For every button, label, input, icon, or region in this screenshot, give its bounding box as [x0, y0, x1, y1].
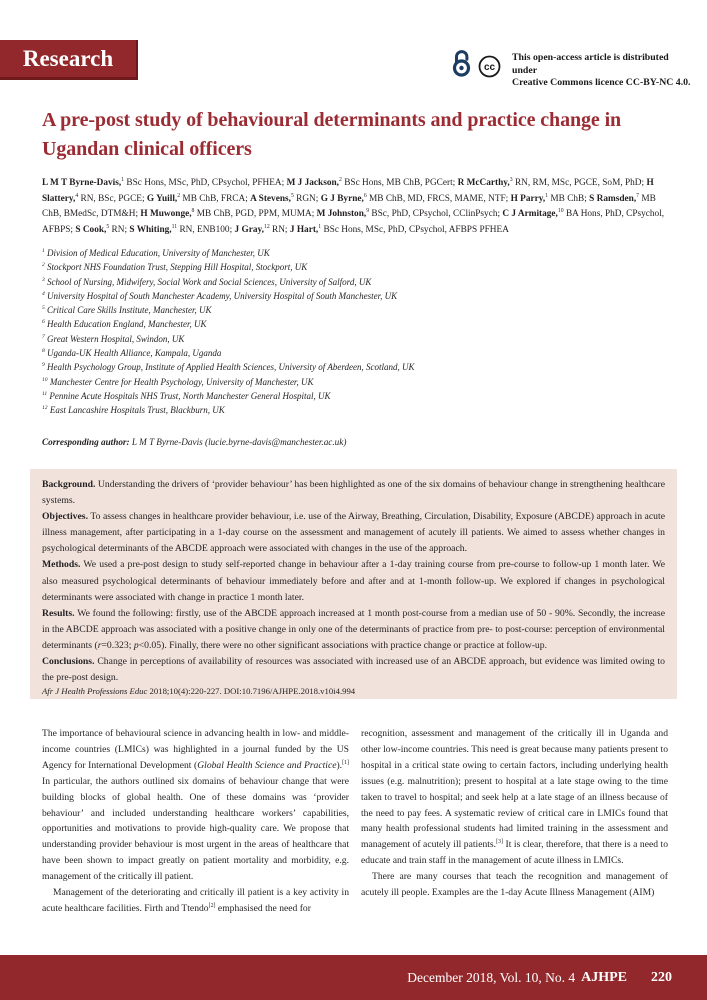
- affiliation-line: $^{12}$ East Lancashire Hospitals Trust, Blackburn, UK: [42, 405, 225, 416]
- abstract-section: Methods. We used a pre-post design to study self-reported change in behaviour after a 1-day training course from pre-course to follow-up 1 month later. We also measured psychological determinants of behaviour immediately before and after and at 1-month follow-up. We explored if changes in psychological determinants were associated with change in practice 1 month later.: [42, 559, 665, 603]
- body-column-right: [361, 726, 668, 917]
- corresponding-author: [42, 437, 672, 447]
- abstract-section: Conclusions. Change in perceptions of availability of resources was associated with increased use of an ABCDE approach, but evidence was limited owing to the pre-post design.: [42, 656, 665, 684]
- abstract-section: Objectives. To assess changes in healthcare provider behaviour, i.e. use of the Airway, Breathing, Circulation, Disability, Exposure (ABCDE) approach in acute illness management, after participating in a 1-day course on the assessment and management of acutely ill patients. We aimed to assess whether changes in psychological determinants of the ABCDE approach were associated with changes in the use of the approach.: [42, 511, 665, 555]
- author-list: L M T Byrne-Davis,$^1$ BSc Hons, MSc, PhD, CPsychol, PFHEA; M J Jackson,$^2$ BSc Hons, MB ChB, PGCert; R McCarthy,$^3$ RN, RM, MSc, PGCE, SoM, PhD; H Slattery,$^4$ RN, BSc, PGCE; G Yuill,$^2$ MB ChB, FRCA; A Stevens,$^5$ RGN; G J Byrne,$^6$ MB ChB, MD, FRCS, MAME, NTF; H Parry,$^1$ MB ChB; S Ramsden,$^7$ MB ChB, BMedSc, DTM&H; H Muwonge,$^8$ MB ChB, PGD, PPM, MUMA; M Johnston,$^9$ BSc, PhD, CPsychol, CClinPsych; C J Armitage,$^{10}$ BA Hons, PhD, CPsychol, AFBPS; S Cook,$^5$ RN; S Whiting,$^{11}$ RN, ENB100; J Gray,$^{12}$ RN; J Hart,$^1$ BSc Hons, MSc, PhD, CPsychol, AFBPS PFHEA: [42, 176, 665, 235]
- affiliation-list: [42, 246, 672, 418]
- article-title-line1: A pre-post study of behavioural determinants and practice change in: [42, 109, 622, 131]
- open-access-note-line1: This open-access article is distributed under: [512, 52, 669, 76]
- affiliation-line: $^2$ Stockport NHS Foundation Trust, Stepping Hill Hospital, Stockport, UK: [42, 262, 308, 273]
- svg-text:cc: cc: [483, 62, 496, 73]
- cc-circle-icon: [478, 55, 501, 83]
- affiliation-line: $^9$ Health Psychology Group, Institute of Applied Health Sciences, University of Aberdeen, Scotland, UK: [42, 362, 415, 373]
- affiliation-line: $^4$ University Hospital of South Manchester Academy, University Hospital of South Manchester, UK: [42, 290, 398, 301]
- affiliation-line: $^6$ Health Education England, Manchester, UK: [42, 319, 207, 330]
- body-paragraph: recognition, assessment and management of the critically ill in Uganda and other low-income countries. This need is great because many patients present to hospital in a critical state owing to certain factors, including underlying health issues (e.g. malnutrition); present to hospital at a late stage owing to the time taken to travel to hospital; and seek help at a late stage of an illness because of the need to pay fees. A systematic review of critical care in LMICs found that many health professional students had limited training in the assessment and management of acutely ill patients.[3] It is clear, therefore, that there is a need to educate and train staff in the management of acute illness in LMICs.: [361, 728, 668, 867]
- abstract-box: [30, 469, 677, 699]
- article-citation: Afr J Health Professions Educ 2018;10(4):220-227. DOI:10.7196/AJHPE.2018.v10i4.994: [42, 686, 356, 697]
- open-access-note-line2: Creative Commons licence CC-BY-NC 4.0.: [512, 77, 691, 88]
- section-banner-label: Research: [22, 45, 114, 71]
- affiliation-line: $^7$ Great Western Hospital, Swindon, UK: [42, 333, 185, 344]
- affiliation-line: $^8$ Uganda-UK Health Alliance, Kampala, Uganda: [42, 348, 222, 359]
- article-title-line2: Ugandan clinical officers: [42, 138, 252, 160]
- footer-page-number: 220: [651, 969, 672, 985]
- body-paragraph: Management of the deteriorating and critically ill patient is a key activity in acute healthcare facilities. Firth and Ttendo[2] emphasised the need for: [42, 887, 349, 914]
- page-footer: [0, 955, 707, 1000]
- affiliation-line: $^5$ Critical Care Skills Institute, Manchester, UK: [42, 305, 212, 316]
- affiliation-line: $^3$ School of Nursing, Midwifery, Social Work and Social Sciences, University of Salford, UK: [42, 276, 372, 287]
- body-paragraph: The importance of behavioural science in advancing health in low- and middle-income countries (LMICs) was highlighted in a journal funded by the US Agency for International Development (Global Health Science and Practice).[1] In particular, the authors outlined six domains of behaviour change that were building blocks of global health. One of these domains was ‘provider behaviour’ and included understanding healthcare workers’ capabilities, opportunities and motivations to provide high-quality care. We propose that understanding provider behaviour is most urgent in the areas of healthcare that have been shown to impact greatly on patient mortality and morbidity, e.g. management of the critically ill patient.: [42, 728, 349, 883]
- affiliation-line: $^{11}$ Pennine Acute Hospitals NHS Trust, North Manchester General Hospital, UK: [42, 390, 331, 401]
- corresponding-author-label: Corresponding author:: [42, 437, 130, 447]
- abstract-section: Results. We found the following: firstly, use of the ABCDE approach increased at 1 month post-course from a median use of 50 - 90%. Secondly, the increase in the ABCDE approach was associated with a positive change in only one of the determinants of practice from pre- to post-course: perception of environmental determinants (r=0.323; p<0.05). Finally, there were no other significant associations with practice change or practice at follow-up.: [42, 607, 665, 651]
- body-column-left: [42, 726, 349, 917]
- article-title: [42, 106, 682, 164]
- abstract-section: Background. Understanding the drivers of ‘provider behaviour’ has been highlighted as one of the six domains of behaviour change in strengthening healthcare systems.: [42, 479, 665, 507]
- open-lock-icon: [451, 49, 472, 82]
- section-banner: [0, 40, 138, 80]
- body-paragraph: There are many courses that teach the recognition and management of acutely ill people. Examples are the 1-day Acute Illness Management (AIM): [361, 871, 668, 899]
- affiliation-line: $^1$ Division of Medical Education, University of Manchester, UK: [42, 248, 270, 258]
- corresponding-author-value: L M T Byrne-Davis (lucie.byrne-davis@manchester.ac.uk): [129, 437, 347, 447]
- affiliation-line: $^{10}$ Manchester Centre for Health Psychology, University of Manchester, UK: [42, 376, 314, 387]
- footer-issue-info: December 2018, Vol. 10, No. 4: [407, 969, 576, 985]
- body-text: [42, 726, 668, 917]
- abstract-sections: [42, 477, 665, 686]
- footer-journal-abbrev: AJHPE: [581, 969, 627, 985]
- open-access-note: [512, 52, 692, 90]
